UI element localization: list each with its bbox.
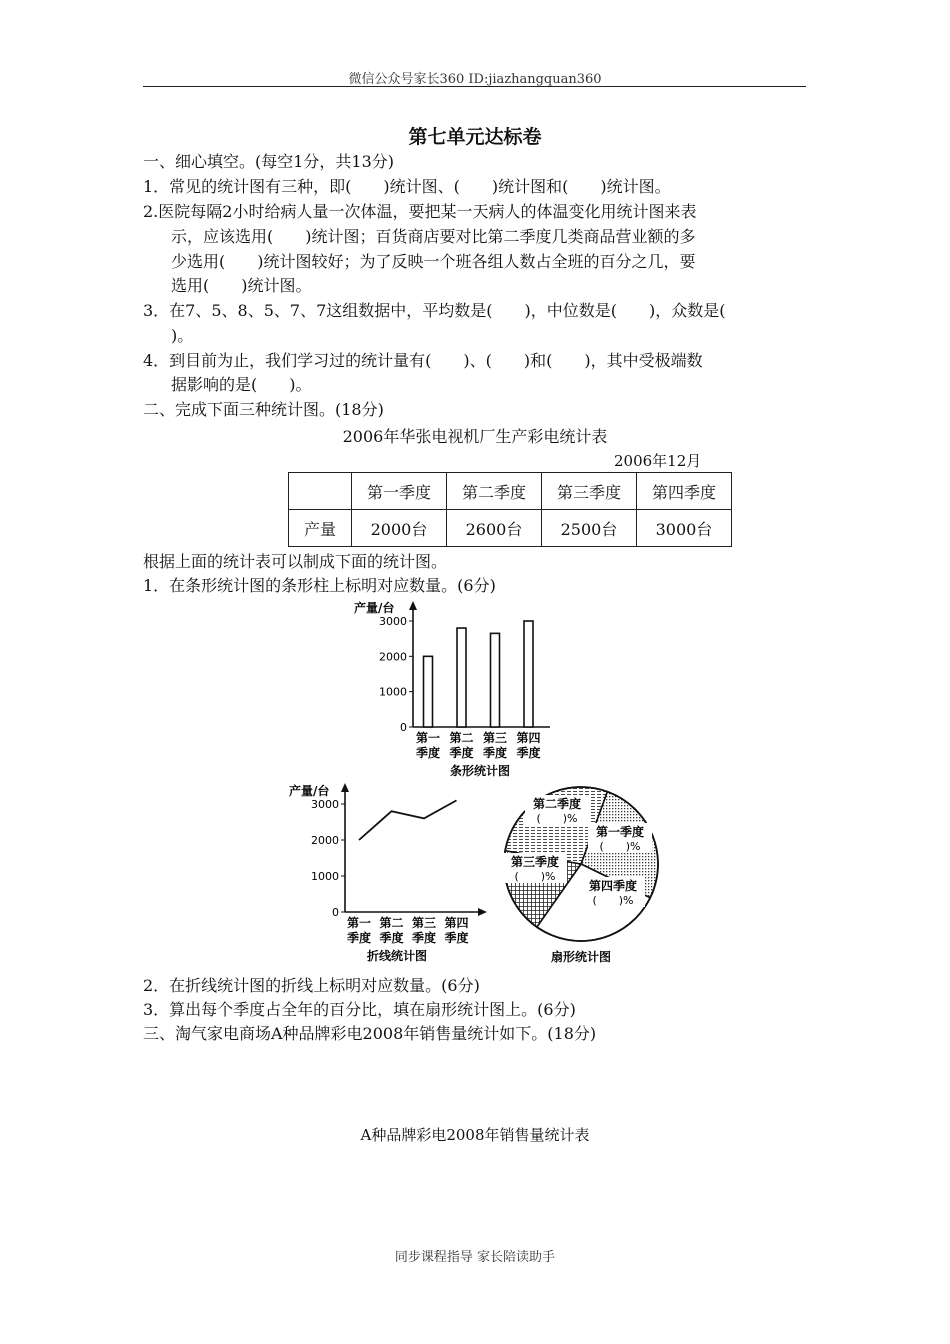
y-axis-arrow bbox=[341, 783, 349, 792]
x-tick-label: 第二 bbox=[379, 916, 404, 930]
table-row-label: 产量 bbox=[289, 510, 352, 547]
y-tick-label: 0 bbox=[400, 721, 407, 734]
question-4-line-2: 据影响的是( )。 bbox=[171, 375, 312, 394]
question-2-line-4: 选用( )统计图。 bbox=[171, 276, 312, 295]
y-tick-label: 3000 bbox=[379, 615, 407, 628]
section2-heading: 二、完成下面三种统计图。(18分) bbox=[143, 400, 384, 419]
table-cell: 2600台 bbox=[447, 510, 542, 547]
x-tick-label: 季度 bbox=[449, 746, 474, 760]
page-header: 微信公众号家长360 ID:jiazhangquan360 bbox=[348, 72, 602, 87]
table-header-cell: 第一季度 bbox=[352, 473, 447, 510]
table-note: 根据上面的统计表可以制成下面的统计图。 bbox=[143, 552, 448, 571]
section1-heading: 一、细心填空。(每空1分，共13分) bbox=[143, 152, 395, 171]
section3-table-title: A种品牌彩电2008年销售量统计表 bbox=[360, 1126, 590, 1144]
x-tick-label: 季度 bbox=[411, 931, 437, 945]
x-tick-label: 季度 bbox=[444, 931, 469, 945]
table-cell: 3000台 bbox=[637, 510, 732, 547]
x-tick-label: 第四 bbox=[516, 731, 541, 745]
chart-title: 折线统计图 bbox=[366, 949, 428, 963]
pie-slice-label: 第一季度 bbox=[595, 825, 645, 839]
table-header-row bbox=[289, 473, 732, 510]
question-3-line-2: )。 bbox=[171, 326, 194, 345]
table-header-cell: 第二季度 bbox=[447, 473, 542, 510]
y-tick-label: 2000 bbox=[379, 650, 407, 664]
bar bbox=[424, 656, 433, 727]
chart-title: 扇形统计图 bbox=[550, 950, 612, 964]
x-tick-label: 第三 bbox=[411, 916, 437, 930]
pie-slice-blank: ( )% bbox=[536, 812, 578, 825]
y-tick-label: 3000 bbox=[311, 798, 339, 811]
x-tick-label: 第二 bbox=[449, 731, 474, 745]
question-2-line-3: 少选用( )统计图较好；为了反映一个班各组人数占全班的百分之几，要 bbox=[171, 252, 696, 271]
bar-chart bbox=[350, 598, 570, 782]
table-cell: 2000台 bbox=[352, 510, 447, 547]
page-footer: 同步课程指导 家长陪读助手 bbox=[394, 1250, 556, 1265]
production-table bbox=[288, 472, 732, 547]
pie-slice-label: 第三季度 bbox=[510, 855, 560, 869]
task-1: 1．在条形统计图的条形柱上标明对应数量。(6分) bbox=[143, 576, 496, 595]
y-axis-label: 产量/台 bbox=[354, 601, 395, 615]
table-cell: 2500台 bbox=[542, 510, 637, 547]
x-tick-label: 第一 bbox=[415, 731, 441, 745]
table-row bbox=[289, 510, 732, 547]
question-4-line-1: 4．到目前为止，我们学习过的统计量有( )、( )和( )，其中受极端数 bbox=[143, 351, 703, 370]
x-tick-label: 季度 bbox=[482, 746, 508, 760]
bar bbox=[457, 628, 466, 727]
question-2-line-2: 示，应该选用( )统计图；百货商店要对比第二季度几类商品营业额的多 bbox=[171, 227, 696, 246]
question-1: 1．常见的统计图有三种，即( )统计图、( )统计图和( )统计图。 bbox=[143, 177, 671, 196]
y-tick-label: 1000 bbox=[379, 685, 407, 699]
series-line bbox=[359, 800, 457, 840]
y-tick-label: 2000 bbox=[311, 834, 339, 847]
table-header-cell: 第四季度 bbox=[637, 473, 732, 510]
pie-slice-blank: ( )% bbox=[599, 840, 641, 853]
bar bbox=[524, 621, 533, 727]
chart-title: 条形统计图 bbox=[449, 764, 511, 778]
y-axis-label: 产量/台 bbox=[289, 784, 330, 798]
section3-heading: 三、淘气家电商场A种品牌彩电2008年销售量统计如下。(18分) bbox=[143, 1024, 597, 1043]
x-axis-arrow bbox=[478, 908, 487, 916]
y-tick-label: 1000 bbox=[311, 870, 339, 883]
header-divider bbox=[143, 86, 806, 87]
pie-chart bbox=[495, 778, 670, 968]
question-3-line-1: 3．在7、5、8、5、7、7这组数据中，平均数是( )，中位数是( )，众数是( bbox=[143, 301, 726, 320]
question-2-line-1: 2.医院每隔2小时给病人量一次体温，要把某一天病人的体温变化用统计图来表 bbox=[143, 202, 697, 221]
x-tick-label: 季度 bbox=[379, 931, 404, 945]
x-tick-label: 季度 bbox=[516, 746, 541, 760]
pie-slice-label: 第二季度 bbox=[532, 797, 582, 811]
x-tick-label: 第一 bbox=[346, 916, 372, 930]
table-title: 2006年华张电视机厂生产彩电统计表 bbox=[342, 427, 608, 446]
table-header-cell: 第三季度 bbox=[542, 473, 637, 510]
pie-slice-label: 第四季度 bbox=[588, 879, 638, 893]
line-chart bbox=[285, 780, 495, 970]
y-tick-label: 0 bbox=[332, 906, 339, 919]
x-tick-label: 季度 bbox=[346, 931, 372, 945]
x-tick-label: 第三 bbox=[482, 731, 508, 745]
table-header-cell bbox=[289, 473, 352, 510]
bar bbox=[491, 633, 500, 727]
y-axis-arrow bbox=[409, 601, 417, 610]
x-tick-label: 季度 bbox=[415, 746, 441, 760]
pie-slice-blank: ( )% bbox=[514, 870, 556, 883]
page-title: 第七单元达标卷 bbox=[408, 126, 542, 148]
task-2: 2．在折线统计图的折线上标明对应数量。(6分) bbox=[143, 976, 480, 995]
pie-slice-blank: ( )% bbox=[592, 894, 634, 907]
x-tick-label: 第四 bbox=[444, 916, 469, 930]
task-3: 3．算出每个季度占全年的百分比，填在扇形统计图上。(6分) bbox=[143, 1000, 576, 1019]
table-date: 2006年12月 bbox=[614, 452, 702, 470]
